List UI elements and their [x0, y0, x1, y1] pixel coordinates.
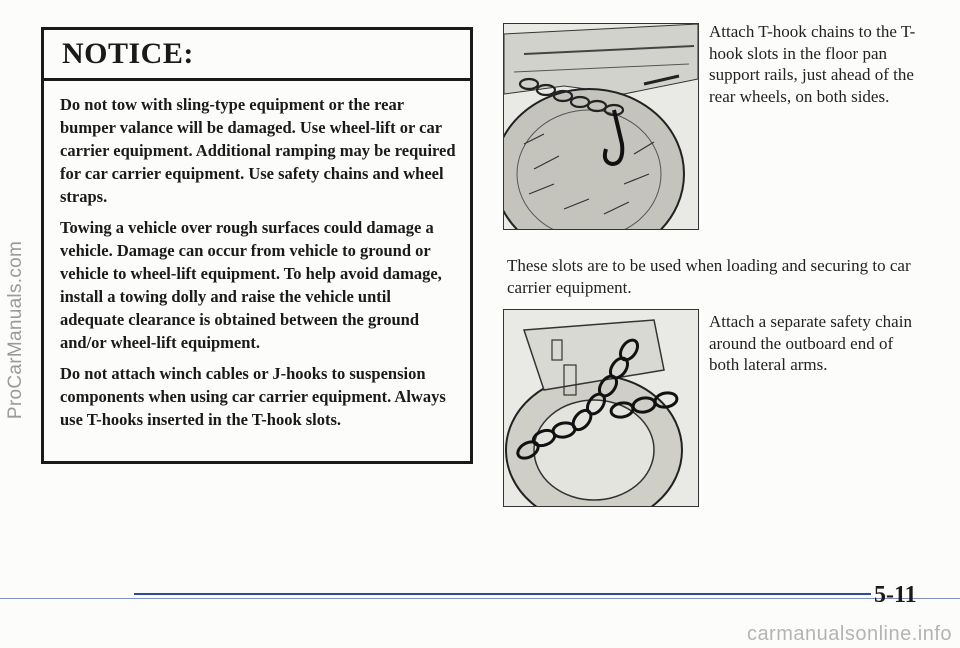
watermark-side — [2, 120, 30, 540]
notice-box — [41, 27, 473, 464]
safety-chain-illustration — [503, 309, 699, 507]
notice-paragraph-1: Do not tow with sling-type equipment or the rear bumper valance will be damaged. Use wheel-lift or car carrier equipment. Additional ramping may be required for car carrier equipment. Use safety chains and wheel straps. — [60, 95, 456, 206]
middle-paragraph: These slots are to be used when loading and securing to car carrier equipment. — [507, 256, 911, 297]
notice-paragraph-3: Do not attach winch cables or J-hooks to suspension components when using car carrier equipment. Always use T-hooks inserted in the T-hook slots. — [60, 364, 446, 429]
notice-title: NOTICE: — [44, 30, 470, 81]
footer-rule-thin — [0, 598, 960, 599]
figure1-caption: Attach T-hook chains to the T-hook slots in the floor pan support rails, just ahead of the rear wheels, on both sides. — [709, 22, 916, 106]
t-hook-chain-illustration — [503, 23, 699, 230]
figure2-caption: Attach a separate safety chain around the outboard end of both lateral arms. — [709, 312, 912, 374]
t-hook-chain-drawing — [504, 24, 698, 229]
watermark-procarmanuals: ProCarManuals.com — [5, 240, 26, 420]
watermark-carmanualsonline: carmanualsonline.info — [746, 623, 952, 645]
safety-chain-drawing — [504, 310, 698, 506]
notice-body — [44, 81, 470, 431]
footer-rule — [134, 593, 871, 595]
notice-paragraph-2: Towing a vehicle over rough surfaces could damage a vehicle. Damage can occur from vehicle to ground or vehicle to wheel-lift equipment. To help avoid damage, install a towing dolly and raise the vehicle until adequate clearance is obtained between the ground and/or wheel-lift equipment. — [60, 218, 442, 352]
page-number: 5-11 — [874, 582, 917, 608]
